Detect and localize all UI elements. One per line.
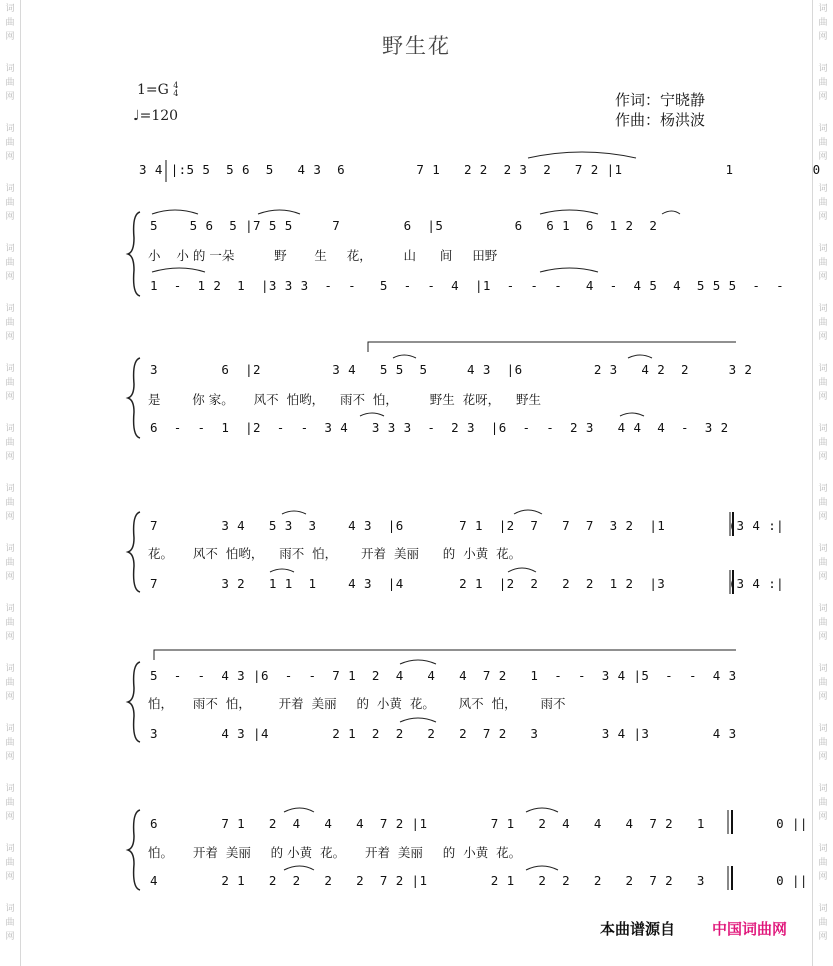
- watermark-char: 词: [5, 724, 15, 734]
- system-3-lower: 6 - - 1 |2 - - 3 4 3 3 3 - 2 3 |6 - - 2 3 4 4 4 - 3 2: [150, 420, 729, 435]
- watermark-char: 网: [818, 512, 828, 522]
- watermark-char: 网: [818, 392, 828, 402]
- key-label: 1=G: [137, 82, 169, 98]
- watermark-char: 网: [5, 152, 15, 162]
- lyricist: 作词：宁晓静: [615, 91, 706, 109]
- watermark-char: 曲: [5, 558, 15, 568]
- system-4-lyric: 花。 风不 怕哟， 雨不 怕， 开着 美丽 的 小黄 花。: [148, 546, 522, 561]
- watermark-char: 词: [5, 304, 15, 314]
- watermark-char: 曲: [818, 258, 828, 268]
- watermark-char: 曲: [818, 618, 828, 628]
- watermark-char: 词: [5, 184, 15, 194]
- watermark-char: 网: [818, 752, 828, 762]
- system-5-melody: 5 - - 4 3 |6 - - 7 1 2 4 4 4 7 2 1 - - 3 4 |5 - - 4 3: [150, 668, 737, 683]
- watermark-char: 网: [818, 452, 828, 462]
- brace-system-3: [128, 358, 140, 438]
- site-link[interactable]: 中国词曲网: [712, 920, 788, 938]
- watermark-char: 网: [5, 932, 15, 942]
- watermark-char: 曲: [818, 438, 828, 448]
- watermark-char: 曲: [818, 378, 828, 388]
- watermark-char: 网: [5, 872, 15, 882]
- watermark-char: 网: [818, 572, 828, 582]
- watermark-char: 曲: [818, 318, 828, 328]
- watermark-char: 曲: [818, 918, 828, 928]
- watermark-char: 曲: [5, 858, 15, 868]
- time-sig-top: 4: [173, 81, 179, 90]
- watermark-char: 词: [5, 604, 15, 614]
- system-5-lower: 3 4 3 |4 2 1 2 2 2 2 7 2 3 3 4 |3 4 3: [150, 726, 737, 741]
- system-6-melody: 6 7 1 2 4 4 4 7 2 |1 7 1 2 4 4 4 7 2 1 0 ||: [150, 816, 808, 831]
- watermark-char: 词: [818, 304, 828, 314]
- watermark-char: 曲: [5, 618, 15, 628]
- watermark-char: 曲: [5, 318, 15, 328]
- watermark-char: 曲: [818, 738, 828, 748]
- watermark-char: 词: [818, 544, 828, 554]
- watermark-char: 网: [5, 92, 15, 102]
- watermark-char: 网: [818, 332, 828, 342]
- watermark-char: 网: [5, 512, 15, 522]
- system-3-lyric: 是 你 家。 风不 怕哟， 雨不 怕， 野生 花呀， 野生: [148, 392, 542, 407]
- watermark-char: 词: [5, 484, 15, 494]
- watermark-char: 网: [818, 692, 828, 702]
- watermark-char: 词: [818, 784, 828, 794]
- watermark-char: 词: [5, 784, 15, 794]
- watermark-char: 网: [818, 932, 828, 942]
- system-4-lower: 7 3 2 1 1 1 4 3 |4 2 1 |2 2 2 2 1 2 |3 (3 4 :|: [150, 576, 785, 591]
- volta-line-1: [368, 342, 736, 352]
- watermark-char: 词: [5, 904, 15, 914]
- watermark-char: 曲: [818, 138, 828, 148]
- tie-system-1: [528, 152, 636, 158]
- watermark-char: 曲: [818, 498, 828, 508]
- watermark-char: 词: [818, 184, 828, 194]
- watermark-char: 曲: [5, 678, 15, 688]
- watermark-char: 曲: [818, 678, 828, 688]
- watermark-char: 网: [5, 212, 15, 222]
- watermark-char: 曲: [5, 18, 15, 28]
- watermark-char: 曲: [5, 738, 15, 748]
- system-5-lyric: 怕， 雨不 怕， 开着 美丽 的 小黄 花。 风不 怕， 雨不: [148, 696, 566, 711]
- watermark-char: 词: [5, 844, 15, 854]
- watermark-char: 曲: [818, 558, 828, 568]
- watermark-char: 曲: [5, 438, 15, 448]
- watermark-char: 词: [818, 64, 828, 74]
- watermark-char: 词: [5, 544, 15, 554]
- watermark-char: 网: [5, 692, 15, 702]
- watermark-char: 词: [5, 244, 15, 254]
- watermark-char: 词: [5, 64, 15, 74]
- watermark-char: 曲: [818, 18, 828, 28]
- watermark-char: 曲: [5, 258, 15, 268]
- brace-system-2: [128, 212, 140, 296]
- system-2-lyric: 小 小 的 一朵 野 生 花， 山 间 田野: [148, 248, 498, 263]
- watermark-char: 网: [5, 452, 15, 462]
- watermark-char: 词: [818, 244, 828, 254]
- watermark-char: 词: [818, 844, 828, 854]
- watermark-char: 网: [5, 752, 15, 762]
- watermark-char: 曲: [5, 198, 15, 208]
- watermark-char: 词: [818, 124, 828, 134]
- watermark-char: 网: [818, 872, 828, 882]
- watermark-char: 词: [5, 4, 15, 14]
- watermark-char: 曲: [5, 498, 15, 508]
- watermark-char: 网: [5, 32, 15, 42]
- brace-system-4: [128, 512, 140, 592]
- watermark-char: 词: [818, 364, 828, 374]
- watermark-char: 曲: [5, 138, 15, 148]
- watermark-char: 网: [5, 332, 15, 342]
- watermark-char: 词: [5, 364, 15, 374]
- brace-system-5: [128, 662, 140, 742]
- watermark-char: 网: [818, 212, 828, 222]
- watermark-char: 网: [818, 152, 828, 162]
- watermark-char: 网: [5, 812, 15, 822]
- time-sig-bottom: 4: [173, 89, 179, 98]
- system-2-melody: 5 5 6 5 |7 5 5 7 6 |5 6 6 1 6 1 2 2: [150, 218, 658, 233]
- system-2-lower: 1 - 1 2 1 |3 3 3 - - 5 - - 4 |1 - - - 4 - 4 5 4 5 5 5 - -: [150, 278, 785, 293]
- watermark-char: 曲: [5, 78, 15, 88]
- watermark-char: 曲: [5, 378, 15, 388]
- tempo-mark: ♩=120: [133, 108, 179, 124]
- watermark-char: 曲: [5, 918, 15, 928]
- watermark-char: 网: [5, 272, 15, 282]
- watermark-char: 词: [5, 664, 15, 674]
- volta-line-2: [154, 650, 736, 660]
- watermark-char: 网: [818, 632, 828, 642]
- watermark-char: 曲: [818, 78, 828, 88]
- watermark-char: 网: [5, 392, 15, 402]
- watermark-char: 网: [5, 632, 15, 642]
- watermark-char: 词: [818, 4, 828, 14]
- watermark-char: 词: [818, 424, 828, 434]
- watermark-char: 网: [5, 572, 15, 582]
- watermark-char: 词: [818, 904, 828, 914]
- watermark-char: 网: [818, 32, 828, 42]
- system-6-lower: 4 2 1 2 2 2 2 7 2 |1 2 1 2 2 2 2 7 2 3 0 ||: [150, 873, 808, 888]
- brace-system-6: [128, 810, 140, 890]
- watermark-char: 词: [818, 724, 828, 734]
- page-title: 野生花: [382, 34, 451, 58]
- watermark-char: 词: [818, 604, 828, 614]
- watermark-char: 曲: [818, 798, 828, 808]
- watermark-char: 网: [818, 812, 828, 822]
- system-6-lyric: 怕。 开着 美丽 的 小黄 花。 开着 美丽 的 小黄 花。: [148, 845, 522, 860]
- system-4-melody: 7 3 4 5 3 3 4 3 |6 7 1 |2 7 7 7 3 2 |1 (3 4 :|: [150, 518, 785, 533]
- watermark-char: 曲: [818, 858, 828, 868]
- watermark-char: 词: [818, 484, 828, 494]
- source-label: 本曲谱源自: [600, 920, 676, 938]
- watermark-char: 网: [818, 272, 828, 282]
- watermark-char: 词: [5, 124, 15, 134]
- system-1-melody: 3 4 |:5 5 5 6 5 4 3 6 7 1 2 2 2 3 2 7 2 |1 1 0: [139, 162, 821, 177]
- watermark-char: 曲: [818, 198, 828, 208]
- watermark-char: 词: [5, 424, 15, 434]
- watermark-char: 网: [818, 92, 828, 102]
- system-3-melody: 3 6 |2 3 4 5 5 5 4 3 |6 2 3 4 2 2 3 2: [150, 362, 753, 377]
- composer: 作曲：杨洪波: [615, 111, 706, 129]
- watermark-char: 曲: [5, 798, 15, 808]
- watermark-char: 词: [818, 664, 828, 674]
